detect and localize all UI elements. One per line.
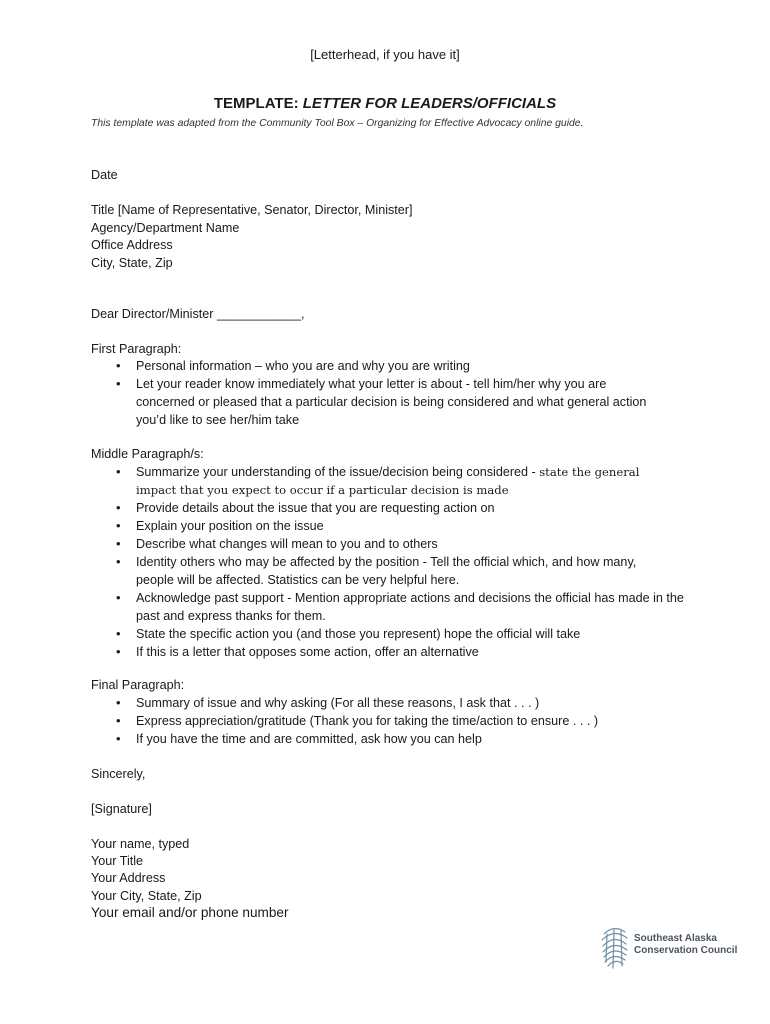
list-item: • If you have the time and are committed, ask how you can help [114, 730, 694, 748]
list-item: • Explain your position on the issue [114, 517, 694, 535]
list-item-text: Summarize your understanding of the issue/decision being considered - [136, 465, 540, 479]
sender-city: Your City, State, Zip [91, 889, 202, 903]
sender-title: Your Title [91, 854, 144, 868]
recipient-agency: Agency/Department Name [91, 221, 240, 235]
final-paragraph-heading: Final Paragraph: [91, 678, 185, 692]
recipient-title: Title [Name of Representative, Senator, Director, Minister] [91, 203, 413, 217]
recipient-office: Office Address [91, 238, 173, 252]
list-item: • Identity others who may be affected by the position - Tell the official which, and how many, people will be affected. Statistics can be very helpful here. [114, 553, 676, 589]
list-item: • Let your reader know immediately what your letter is about - tell him/her why you are concerned or pleased that a particular decision is being considered and what general action you’d like to see her/him take [114, 375, 656, 429]
first-paragraph-heading: First Paragraph: [91, 342, 182, 356]
list-item: • Express appreciation/gratitude (Thank you for taking the time/action to ensure . . . ) [114, 712, 694, 730]
logo-line-1: Southeast Alaska [634, 933, 717, 944]
logo-wordmark [634, 933, 737, 957]
letterhead-placeholder: [Letterhead, if you have it] [310, 47, 460, 62]
salutation: Dear Director/Minister ____________, [91, 307, 305, 321]
closing: Sincerely, [91, 767, 146, 781]
list-item: • Provide details about the issue that you are requesting action on [114, 499, 694, 517]
recipient-city: City, State, Zip [91, 256, 173, 270]
organization-logo [598, 922, 748, 972]
list-item-text-serif: state the general impact that you expect to occur if a particular decision is made [136, 465, 640, 497]
middle-paragraph-heading: Middle Paragraph/s: [91, 447, 204, 461]
list-item: • State the specific action you (and those you represent) hope the official will take [114, 625, 694, 643]
page-title [0, 95, 770, 112]
signature-placeholder: [Signature] [91, 802, 152, 816]
list-item: • Summary of issue and why asking (For all these reasons, I ask that . . . ) [114, 694, 694, 712]
logo-line-2: Conservation Council [634, 945, 738, 956]
final-paragraph-list [114, 694, 694, 748]
first-paragraph-list [114, 357, 694, 429]
fingerprint-icon [598, 922, 632, 972]
title-emphasis: LETTER FOR LEADERS/OFFICIALS [302, 95, 557, 112]
sender-name: Your name, typed [91, 837, 190, 851]
list-item: • Personal information – who you are and why you are writing [114, 357, 694, 375]
list-item: • Describe what changes will mean to you and to others [114, 535, 694, 553]
sender-address: Your Address [91, 871, 166, 885]
template-source-note: This template was adapted from the Community Tool Box – Organizing for Effective Advocacy online guide. [91, 118, 584, 129]
list-item: • Acknowledge past support - Mention appropriate actions and decisions the official has made in the past and express thanks for them. [114, 589, 696, 625]
sender-contact: Your email and/or phone number [91, 905, 289, 920]
middle-paragraph-list [114, 463, 694, 661]
list-item: • If this is a letter that opposes some action, offer an alternative [114, 643, 694, 661]
title-prefix: TEMPLATE: [213, 95, 303, 112]
date-line: Date [91, 168, 118, 182]
list-item [114, 463, 656, 499]
